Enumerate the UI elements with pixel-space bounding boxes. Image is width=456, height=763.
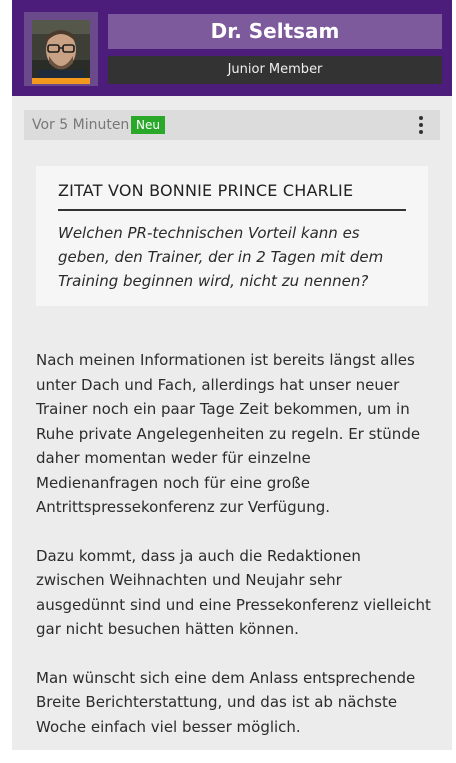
avatar-image — [32, 20, 90, 78]
avatar-status-bar — [32, 78, 90, 84]
post-timestamp: Vor 5 Minuten — [32, 117, 130, 133]
forum-post — [12, 0, 452, 750]
menu-dot-icon — [419, 130, 423, 134]
new-badge: Neu — [131, 116, 165, 134]
post-header — [12, 0, 452, 96]
quote-author: ZITAT VON BONNIE PRINCE CHARLIE — [58, 181, 354, 200]
menu-dot-icon — [419, 116, 423, 120]
post-menu-button[interactable] — [416, 116, 426, 134]
menu-dot-icon — [419, 123, 423, 127]
username[interactable]: Dr. Seltsam — [108, 14, 442, 49]
quote-block — [36, 166, 428, 306]
avatar-frame[interactable] — [24, 12, 98, 86]
post-paragraph: Nach meinen Informationen ist bereits längst alles unter Dach und Fach, allerdings hat unser neuer Trainer noch ein paar Tage Zeit bekommen, um in Ruhe private Angelegenheiten zu regeln. Er stünde daher momentan weder für einzelne Medienanfragen noch für eine große Antrittspressekonferenz zur Verfügung. — [36, 351, 421, 516]
avatar[interactable] — [32, 20, 90, 78]
post-body — [36, 348, 432, 763]
post-meta-bar — [24, 110, 440, 140]
post-paragraph: Dazu kommt, dass ja auch die Redaktionen zwischen Weihnachten und Neujahr sehr ausgedünnt sind und eine Pressekonferenz vielleicht gar nicht besuchen hätten können. — [36, 546, 431, 638]
post-paragraph: Man wünscht sich eine dem Anlass entsprechende Breite Berichterstattung, und das ist ab nächste Woche einfach viel besser möglich. — [36, 668, 416, 736]
quote-divider — [58, 209, 406, 211]
quote-text: Welchen PR-technischen Vorteil kann es geben, den Trainer, der in 2 Tagen mit dem Training beginnen wird, nicht zu nennen? — [58, 224, 384, 290]
user-rank: Junior Member — [108, 56, 442, 84]
